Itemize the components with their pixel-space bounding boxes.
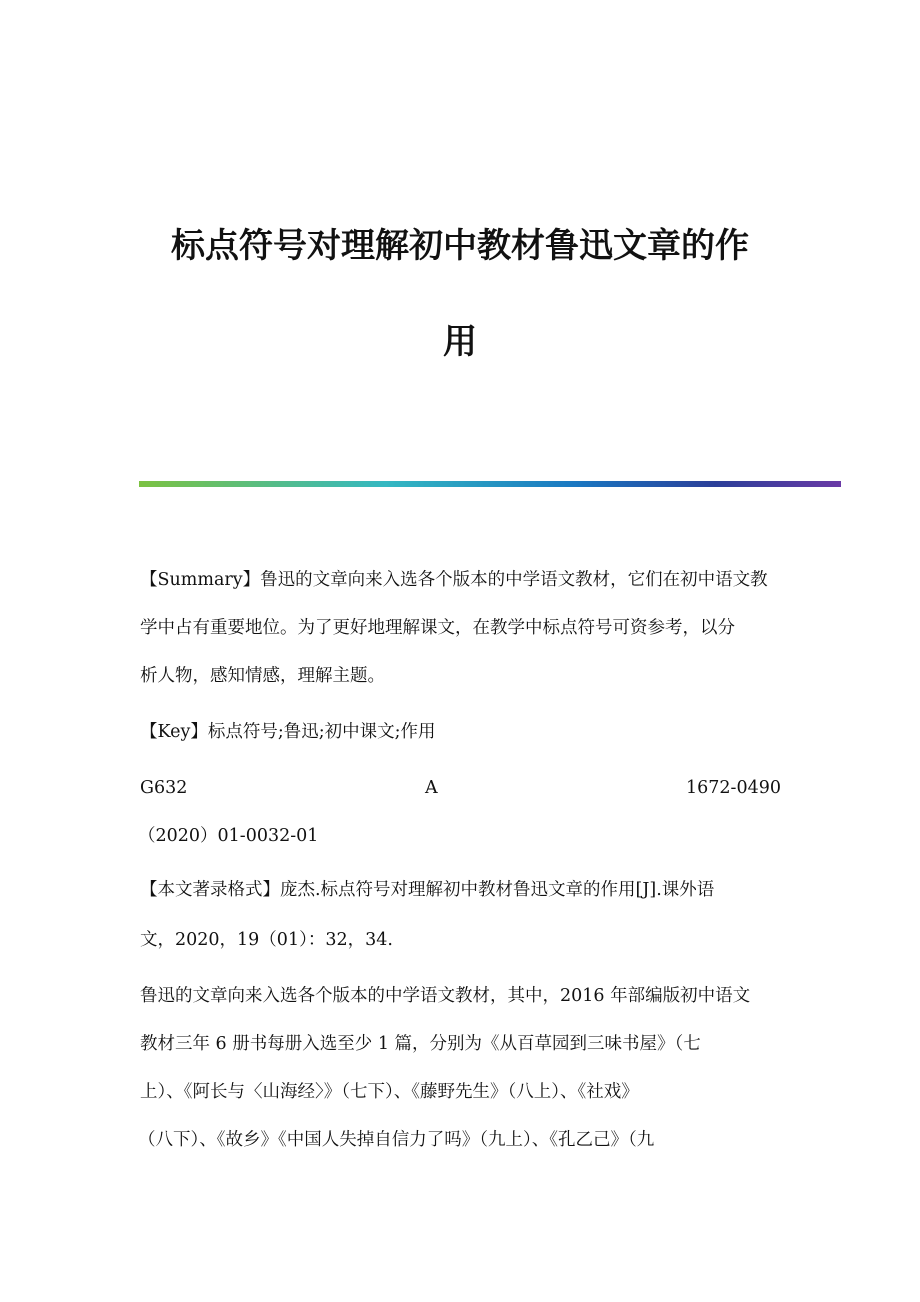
citation-line-1: 【本文著录格式】庞杰.标点符号对理解初中教材鲁迅文章的作用[J].课外语 xyxy=(140,880,715,900)
keywords: 【Key】标点符号;鲁迅;初中课文;作用 xyxy=(140,722,436,742)
summary-line-3: 析人物，感知情感，理解主题。 xyxy=(140,666,385,686)
body-line-1: 鲁迅的文章向来入选各个版本的中学语文教材，其中，2016 年部编版初中语文 xyxy=(140,986,751,1006)
issn: 1672-0490 xyxy=(686,778,781,798)
paper-title-line-2: 用 xyxy=(443,322,477,362)
body-line-3: 上）、《阿长与〈山海经〉》（七下）、《藤野先生》（八上）、《社戏》 xyxy=(140,1082,639,1102)
document-code: A xyxy=(425,778,438,798)
gradient-divider xyxy=(139,481,841,487)
body-line-4: （八下）、《故乡》《中国人失掉自信力了吗》（九上）、《孔乙己》（九 xyxy=(138,1130,655,1150)
summary-line-2: 学中占有重要地位。为了更好地理解课文，在教学中标点符号可资参考，以分 xyxy=(140,618,735,638)
paper-title-line-1: 标点符号对理解初中教材鲁迅文章的作 xyxy=(171,226,749,266)
clc-number: G632 xyxy=(140,778,188,798)
summary-line-1: 【Summary】鲁迅的文章向来入选各个版本的中学语文教材，它们在初中语文教 xyxy=(140,570,768,590)
citation-line-2: 文，2020，19（01）：32，34. xyxy=(140,930,393,950)
article-id: （2020）01-0032-01 xyxy=(138,826,319,846)
body-line-2: 教材三年 6 册书每册入选至少 1 篇，分别为《从百草园到三味书屋》（七 xyxy=(140,1034,701,1054)
